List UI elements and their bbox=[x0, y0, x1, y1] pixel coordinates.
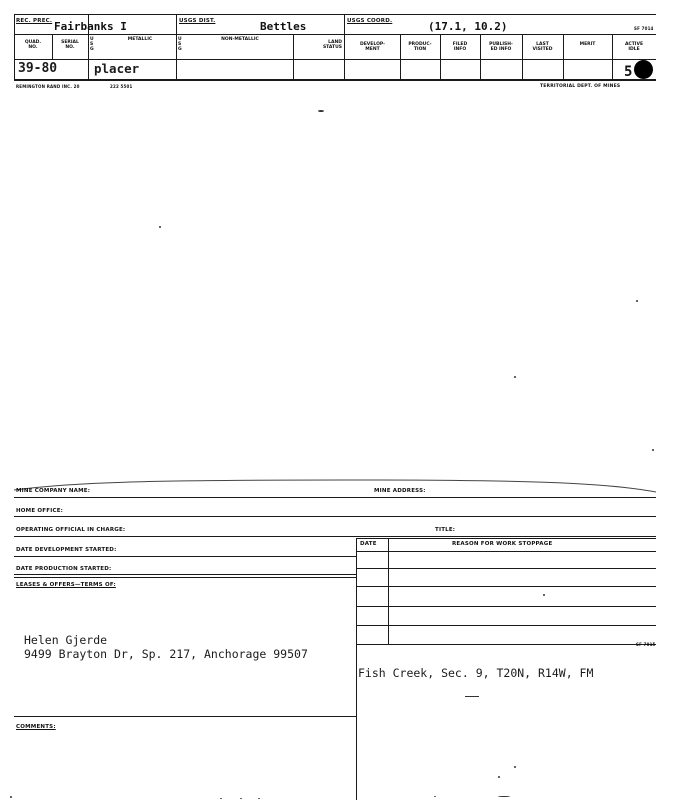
operating-official-label: OPERATING OFFICIAL IN CHARGE: bbox=[16, 527, 126, 533]
form-number-top: SF 7014 bbox=[634, 26, 654, 31]
stoppage-header-rule bbox=[356, 551, 656, 552]
quad-serial-value: 39-80 bbox=[18, 61, 58, 76]
div-metallic-nonmetallic bbox=[176, 14, 177, 80]
col-development: DEVELOP- MENT bbox=[360, 42, 385, 52]
usgs-coord-label: USGS COORD. bbox=[347, 18, 393, 24]
div-land-status bbox=[293, 34, 294, 80]
div-production bbox=[400, 34, 401, 80]
rule-home-office bbox=[14, 516, 656, 517]
column-header-divider bbox=[14, 59, 656, 60]
header-row-divider bbox=[14, 34, 656, 35]
stoppage-row-3 bbox=[356, 606, 656, 607]
top-card-top-border bbox=[14, 14, 656, 15]
rule-comments bbox=[14, 716, 356, 717]
stoppage-left bbox=[356, 538, 357, 800]
usgs-dist-value: Bettles bbox=[260, 20, 307, 33]
col-land-status: LAND STATUS bbox=[322, 40, 342, 50]
col-published-info: PUBLISH- ED INFO bbox=[489, 42, 513, 52]
div-filed bbox=[440, 34, 441, 80]
rule-operating bbox=[14, 536, 656, 537]
mine-address-label: MINE ADDRESS: bbox=[374, 488, 426, 494]
div-last-visited bbox=[522, 34, 523, 80]
comments-label: COMMENTS: bbox=[16, 724, 56, 730]
date-prod-started-label: DATE PRODUCTION STARTED: bbox=[16, 566, 112, 572]
stoppage-date-divider bbox=[388, 538, 389, 644]
col-filed-info: FILED INFO bbox=[452, 42, 468, 52]
col-active-idle: ACTIVE IDLE bbox=[624, 42, 644, 52]
printer-caption: REMINGTON RAND INC. 20 bbox=[16, 84, 80, 89]
mine-company-name-label: MINE COMPANY NAME: bbox=[16, 488, 91, 494]
rule-prod-started-double bbox=[14, 577, 356, 578]
active-idle-dot-icon bbox=[634, 60, 653, 79]
col-nonmetallic: NON-METALLIC bbox=[221, 37, 259, 42]
dept-caption: TERRITORIAL DEPT. OF MINES bbox=[540, 84, 621, 89]
col-nonmetallic-usg: U S G bbox=[178, 37, 182, 52]
metallic-value: placer bbox=[94, 61, 140, 76]
col-last-visited: LAST VISITED bbox=[532, 42, 553, 52]
left-border bbox=[14, 14, 15, 80]
rec-prec-value: Fairbanks I bbox=[54, 20, 127, 33]
title-label: TITLE: bbox=[435, 527, 456, 533]
reason-col-label: REASON FOR WORK STOPPAGE bbox=[452, 541, 553, 547]
stoppage-row-2 bbox=[356, 586, 656, 587]
rule-dev-started bbox=[14, 556, 356, 557]
col-metallic: METALLIC bbox=[127, 37, 153, 42]
stoppage-row-5 bbox=[356, 644, 656, 645]
col-quad-no: QUAD. NO. bbox=[24, 40, 42, 50]
date-dev-started-label: DATE DEVELOPMENT STARTED: bbox=[16, 547, 117, 553]
rule-company bbox=[14, 497, 656, 498]
leases-offers-label: LEASES & OFFERS—TERMS OF: bbox=[16, 582, 116, 588]
card-edge bbox=[14, 470, 656, 494]
form-number-bottom: SF 7015 bbox=[636, 642, 656, 647]
date-col-label: DATE bbox=[360, 541, 377, 547]
div-merit bbox=[563, 34, 564, 80]
printer-codes: 222 5501 bbox=[110, 84, 133, 89]
usgs-dist-label: USGS DIST. bbox=[179, 18, 216, 24]
col-serial-no: SERIAL NO. bbox=[61, 40, 79, 50]
div-published bbox=[480, 34, 481, 80]
col-merit: MERIT bbox=[579, 42, 596, 47]
stoppage-row-1 bbox=[356, 568, 656, 569]
col-metallic-usg: U S G bbox=[90, 37, 94, 52]
location-underscore bbox=[465, 696, 479, 697]
stoppage-top bbox=[356, 538, 656, 539]
rec-prec-label: REC. PREC. bbox=[16, 18, 53, 24]
div-active-idle bbox=[612, 34, 613, 80]
owner-address: 9499 Brayton Dr, Sp. 217, Anchorage 99507 bbox=[24, 647, 308, 661]
stoppage-row-4 bbox=[356, 625, 656, 626]
active-idle-mark: 5 bbox=[624, 64, 633, 80]
col-production: PRODUC- TION bbox=[408, 42, 432, 52]
div-quad-serial bbox=[52, 34, 53, 59]
div-dist-coord bbox=[344, 14, 345, 80]
owner-name: Helen Gjerde bbox=[24, 633, 108, 647]
home-office-label: HOME OFFICE: bbox=[16, 508, 64, 514]
top-card-bottom-border bbox=[14, 79, 656, 81]
usgs-coord-value: (17.1, 10.2) bbox=[428, 20, 508, 33]
rule-prod-started bbox=[14, 574, 356, 575]
location-text: Fish Creek, Sec. 9, T20N, R14W, FM bbox=[358, 666, 594, 680]
